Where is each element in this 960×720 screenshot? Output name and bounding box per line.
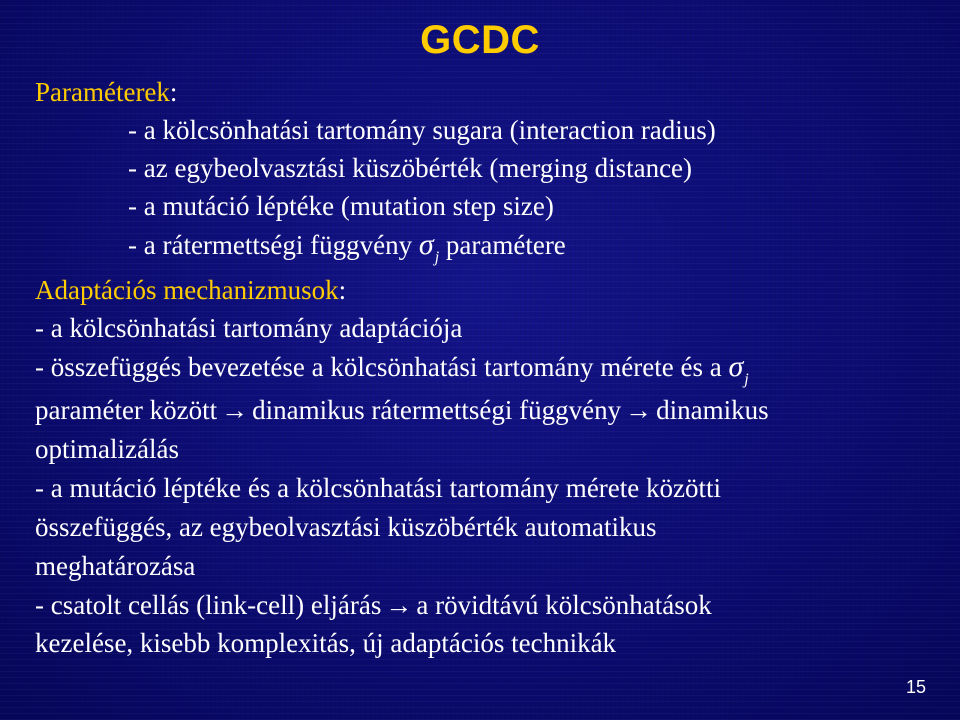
heading-text: Adaptációs mechanizmusok xyxy=(35,275,339,305)
sigma-subscript: j xyxy=(744,371,749,388)
sigma-symbol: σ xyxy=(418,228,434,261)
mechanism-line-7: meghatározása xyxy=(35,551,196,581)
line8-part-b: a rövidtávú kölcsönhatások xyxy=(416,590,712,620)
mechanism-line-9: kezelése, kisebb komplexitás, új adaptációs technikák xyxy=(35,628,617,658)
line3-part-c: dinamikus xyxy=(656,395,769,425)
arrow-icon: → xyxy=(385,590,413,620)
section-heading-parameters xyxy=(35,76,177,108)
sigma-subscript: j xyxy=(434,249,440,266)
section-heading-mechanisms xyxy=(35,274,346,306)
mechanism-line-6: összefüggés, az egybeolvasztási küszöbérték automatikus xyxy=(35,512,657,542)
arrow-icon: → xyxy=(625,395,653,425)
mechanism-line-2 xyxy=(35,351,749,388)
line3-part-a: paraméter között xyxy=(35,395,218,425)
line8-part-a: - csatolt cellás (link-cell) eljárás xyxy=(35,590,382,620)
item4-suffix: paramétere xyxy=(439,230,566,260)
mechanism-line-1: - a kölcsönhatási tartomány adaptációja xyxy=(35,313,463,343)
mechanism-line-5: - a mutáció léptéke és a kölcsönhatási tartomány mérete közötti xyxy=(35,473,721,503)
arrow-icon: → xyxy=(221,395,249,425)
parameter-item-4 xyxy=(128,229,566,266)
line2-text: - összefüggés bevezetése a kölcsönhatási tartomány mérete és a xyxy=(35,352,729,382)
parameter-item-1: - a kölcsönhatási tartomány sugara (interaction radius) xyxy=(128,115,716,145)
mechanism-line-3 xyxy=(35,394,769,426)
item4-prefix: - a rátermettségi függvény xyxy=(128,230,419,260)
slide-title: GCDC xyxy=(420,18,540,62)
heading-colon: : xyxy=(169,77,178,107)
parameter-item-3: - a mutáció léptéke (mutation step size) xyxy=(128,191,554,221)
heading-text: Paraméterek xyxy=(35,77,170,107)
mechanism-line-4: optimalizálás xyxy=(35,434,179,464)
sigma-symbol: σ xyxy=(728,350,744,383)
page-number: 15 xyxy=(905,677,926,697)
parameter-item-2: - az egybeolvasztási küszöbérték (merging distance) xyxy=(128,153,693,183)
line3-part-b: dinamikus rátermettségi függvény xyxy=(252,395,622,425)
heading-colon: : xyxy=(338,275,347,305)
mechanism-line-8 xyxy=(35,589,712,621)
